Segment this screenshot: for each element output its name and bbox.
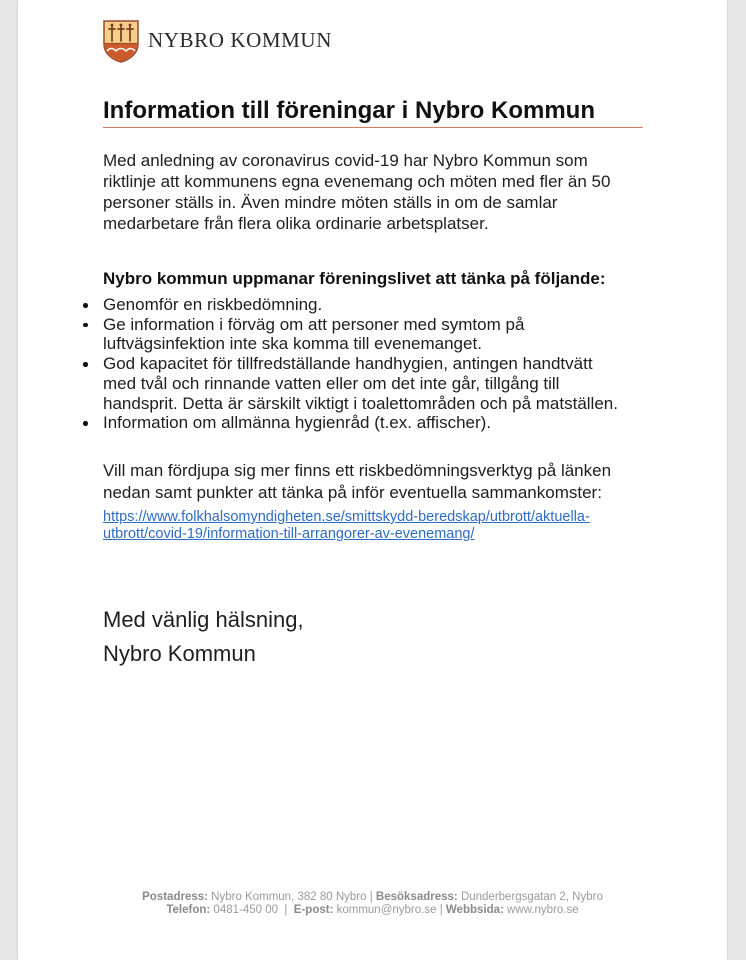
document-page [18, 0, 727, 960]
bullet-dot [83, 303, 88, 308]
uprights-group [109, 24, 133, 41]
upright-right-knob [129, 24, 132, 27]
footer-separator: | [439, 904, 443, 916]
more-info-line: nedan samt punkter att tänka på inför eventuella sammankomster: [103, 483, 602, 502]
list-item [103, 295, 618, 315]
list-item-line: med tvål och rinnande vatten eller om det inte går, tillgång till [103, 373, 560, 393]
folkhalsomyndigheten-link[interactable] [103, 509, 590, 543]
bullet-dot [83, 421, 88, 426]
footer-webbsida: www.nybro.se [507, 904, 579, 916]
footer-besoksadress-label: Besöksadress: [375, 891, 458, 903]
coat-of-arms-logo-icon [103, 20, 139, 63]
list-item-line: handsprit. Detta är särskilt viktigt i toalettområden och på matställen. [103, 393, 618, 413]
footer-contact-line [18, 904, 727, 917]
closing-signature: Nybro Kommun [103, 641, 256, 666]
footer-telefon-label: Telefon: [166, 904, 211, 916]
list-item [103, 413, 618, 433]
logo-text: NYBRO KOMMUN [148, 28, 332, 52]
footer-besoksadress: Dunderbergsgatan 2, Nybro [460, 891, 603, 903]
more-info-paragraph [103, 460, 611, 504]
list-item [103, 354, 618, 413]
bullet-dot [83, 362, 88, 367]
list-item-line: Genomför en riskbedömning. [103, 295, 323, 314]
list-item-line: Ge information i förväg om att personer med symtom på [103, 314, 525, 334]
list-item [103, 315, 618, 354]
link-line[interactable]: utbrott/covid-19/information-till-arrangorer-av-evenemang/ [103, 526, 475, 542]
shield-lower-field [105, 44, 137, 61]
link-line[interactable]: https://www.folkhalsomyndigheten.se/smittskydd-beredskap/utbrott/aktuella- [103, 509, 590, 525]
closing-greeting: Med vänlig hälsning, [103, 607, 304, 632]
upright-middle-knob [120, 24, 123, 27]
more-info-line: Vill man fördjupa sig mer finns ett riskbedömningsverktyg på länken [103, 461, 612, 480]
footer-epost-label: E-post: [293, 904, 334, 916]
closing [103, 603, 304, 671]
upright-left-knob [111, 24, 114, 27]
footer-address-line [18, 891, 727, 904]
list-heading: Nybro kommun uppmanar föreningslivet att tänka på följande: [103, 269, 606, 288]
list-item-line: God kapacitet för tillfredställande handhygien, antingen handtvätt [103, 354, 593, 374]
intro-line: riktlinje att kommunens egna evenemang och möten med fler än 50 [103, 172, 611, 191]
bullet-dot [83, 323, 88, 328]
footer-epost: kommun@nybro.se [336, 904, 437, 916]
footer-postadress-label: Postadress: [142, 891, 208, 903]
intro-paragraph [103, 150, 610, 234]
list-item-line: Information om allmänna hygienråd (t.ex. affischer). [103, 413, 492, 433]
guidelines-list [103, 295, 618, 433]
footer-webbsida-label: Webbsida: [445, 904, 504, 916]
intro-line: Med anledning av coronavirus covid-19 har Nybro Kommun som [103, 151, 588, 170]
title-underline [103, 127, 643, 128]
intro-line: medarbetare från flera olika ordinarie arbetsplatser. [103, 214, 489, 233]
footer-separator: | [284, 904, 288, 916]
footer-telefon: 0481-450 00 [213, 904, 279, 916]
document-footer [18, 891, 727, 917]
list-item-line: luftvägsinfektion inte ska komma till evenemanget. [103, 334, 482, 354]
document-title: Information till föreningar i Nybro Kommun [103, 97, 595, 124]
footer-postadress: Nybro Kommun, 382 80 Nybro [211, 891, 367, 903]
intro-line: personer ställs in. Även mindre möten ställs in om de samlar [103, 193, 558, 212]
footer-separator: | [369, 891, 373, 903]
